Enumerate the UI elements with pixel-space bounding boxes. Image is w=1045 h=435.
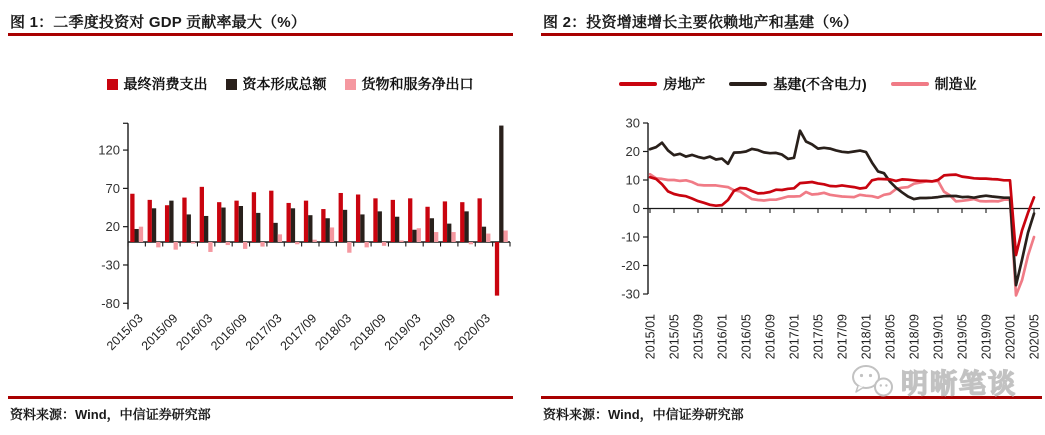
- bar: [495, 242, 499, 296]
- bar: [499, 126, 503, 242]
- bar: [287, 203, 291, 242]
- bar: [200, 187, 204, 242]
- legend-item-series-1: [226, 74, 327, 94]
- figure1-legend: [70, 74, 510, 94]
- bar: [187, 214, 191, 242]
- bar: [243, 242, 247, 249]
- bar: [291, 208, 295, 242]
- x-axis-tick-label: 2016/01: [715, 314, 730, 360]
- x-axis-tick-label: 2018/03: [312, 311, 355, 354]
- figure1-title-underline: [8, 33, 513, 36]
- figure2-source-text: 资料来源：Wind，中信证券研究部: [543, 407, 744, 422]
- x-axis: [648, 209, 1040, 214]
- bars-series-1: [135, 126, 504, 242]
- bar: [256, 213, 260, 242]
- x-axis-tick-label: 2015/09: [138, 311, 181, 354]
- bar: [443, 201, 447, 242]
- x-axis-tick-label: 2017/09: [835, 314, 850, 360]
- legend-item-series-0: [107, 74, 208, 94]
- figure1-source-rule: [8, 396, 513, 399]
- bar: [330, 227, 334, 242]
- x-axis-tick-label: 2019/01: [931, 314, 946, 360]
- x-axis-tick-label: 2019/09: [979, 314, 994, 360]
- figure2-legend: [583, 74, 1013, 94]
- bar: [326, 218, 330, 242]
- legend-label-series-2: 货物和服务净出口: [361, 76, 474, 92]
- x-axis-tick-label: 2017/03: [242, 311, 285, 354]
- bar: [148, 200, 152, 242]
- y-axis-tick-label: -20: [621, 258, 640, 273]
- bar: [460, 202, 464, 242]
- x-axis-tick-label: 2019/05: [955, 314, 970, 360]
- x-axis-tick-label: 2018/05: [883, 314, 898, 360]
- bar: [360, 214, 364, 242]
- y-axis-tick-label: 20: [625, 144, 640, 159]
- legend-square-swatch-1: [226, 79, 237, 90]
- bar: [382, 242, 386, 246]
- bar: [182, 198, 186, 242]
- bar: [347, 242, 351, 253]
- y-axis-tick-label: 20: [105, 219, 120, 235]
- y-axis-tick-label: 120: [98, 142, 120, 158]
- x-axis-tick-label: 2015/09: [691, 314, 706, 360]
- y-axis-tick-label: -30: [621, 286, 640, 302]
- bar: [278, 234, 282, 242]
- y-axis-tick-label: 0: [632, 201, 640, 216]
- y-axis: [621, 116, 648, 302]
- x-axis-tick-label: 2020/05: [1027, 314, 1042, 360]
- y-axis: [98, 123, 128, 311]
- y-axis-tick-label: -10: [621, 229, 640, 245]
- bar: [378, 211, 382, 242]
- bar: [321, 209, 325, 242]
- x-axis-tick-label: 2019/03: [381, 311, 424, 354]
- bar: [252, 192, 256, 242]
- bar: [425, 207, 429, 242]
- figure1-source-text: 资料来源：Wind，中信证券研究部: [10, 407, 211, 422]
- bar: [152, 208, 156, 242]
- bar: [221, 208, 225, 242]
- bar: [503, 231, 507, 242]
- x-axis-tick-label: 2017/01: [787, 314, 802, 360]
- bar: [260, 242, 264, 247]
- bar: [208, 242, 212, 252]
- x-axis-tick-label: 2015/03: [103, 311, 146, 354]
- bar: [217, 202, 221, 242]
- bar: [165, 205, 169, 242]
- bar: [399, 240, 403, 242]
- bar: [482, 227, 486, 242]
- bar: [130, 194, 134, 242]
- legend-item-series-2: [345, 74, 474, 94]
- bar: [273, 223, 277, 242]
- x-axis: [128, 242, 510, 247]
- y-axis-tick-label: -80: [101, 295, 120, 311]
- bar: [343, 210, 347, 242]
- bar: [304, 201, 308, 242]
- legend-label-series-0: 房地产: [663, 76, 706, 92]
- x-axis-tick-label: 2019/09: [416, 311, 459, 354]
- bar: [417, 228, 421, 242]
- x-axis-tick-label: 2020/03: [451, 311, 494, 354]
- watermark-label: 明晰笔谈: [901, 368, 1017, 399]
- bar: [312, 240, 316, 242]
- bar: [139, 227, 143, 242]
- bar: [191, 242, 195, 244]
- x-axis-tick-label: 2020/01: [1003, 314, 1018, 360]
- legend-item-series-2: [891, 74, 977, 94]
- bar: [204, 216, 208, 242]
- x-axis-tick-label: 2018/09: [347, 311, 389, 354]
- x-axis-tick-label: 2015/01: [643, 314, 658, 360]
- figure1-panel: [0, 0, 520, 435]
- x-axis-tick-label: 2016/09: [208, 311, 250, 354]
- line-series-2: [650, 174, 1034, 295]
- watermark: [850, 360, 1045, 402]
- y-axis-tick-label: 30: [625, 115, 640, 131]
- figure2-line-chart: [590, 106, 1045, 380]
- x-axis-tick-label: 2015/05: [667, 314, 682, 360]
- legend-line-swatch-2: [891, 82, 929, 86]
- legend-line-swatch-1: [729, 82, 767, 86]
- legend-square-swatch-2: [345, 79, 356, 90]
- figure1-title: 图 1：二季度投资对 GDP 贡献率最大（%）: [10, 14, 307, 31]
- x-axis-tick-label: 2017/05: [811, 314, 826, 360]
- x-axis-tick-label: 2016/05: [739, 314, 754, 360]
- bar: [451, 232, 455, 242]
- x-axis-tick-label: 2016/09: [763, 314, 778, 360]
- bar: [478, 198, 482, 242]
- bar: [373, 198, 377, 242]
- legend-item-series-1: [729, 74, 866, 94]
- bar: [395, 217, 399, 242]
- bar: [408, 198, 412, 242]
- bar: [239, 206, 243, 242]
- bar: [174, 242, 178, 250]
- bar: [365, 242, 369, 247]
- legend-label-series-2: 制造业: [934, 76, 977, 92]
- bar: [391, 200, 395, 242]
- bar: [469, 242, 473, 244]
- y-axis-tick-label: -30: [101, 257, 120, 273]
- bar: [486, 234, 490, 242]
- x-axis-labels: [104, 311, 493, 353]
- bar: [356, 195, 360, 242]
- figure2-title-underline: [541, 33, 1042, 36]
- bar: [269, 191, 273, 242]
- bar: [169, 201, 173, 242]
- bar: [135, 229, 139, 242]
- x-axis-tick-label: 2018/01: [859, 314, 874, 360]
- figure1-bar-chart: [80, 106, 520, 380]
- legend-square-swatch-0: [107, 79, 118, 90]
- x-axis-tick-label: 2018/09: [907, 314, 922, 360]
- legend-label-series-1: 基建(不含电力): [773, 76, 867, 92]
- x-axis-tick-label: 2017/09: [277, 311, 320, 354]
- x-axis-tick-label: 2016/03: [173, 311, 216, 354]
- bar: [156, 242, 160, 247]
- bar: [226, 242, 230, 245]
- legend-label-series-0: 最终消费支出: [123, 76, 208, 92]
- bar: [234, 201, 238, 242]
- x-axis-labels: [644, 314, 1042, 359]
- bar: [464, 211, 468, 242]
- bar: [339, 193, 343, 242]
- bar: [412, 230, 416, 242]
- legend-item-series-0: [619, 74, 705, 94]
- legend-line-swatch-0: [619, 82, 657, 86]
- wechat-chat-bubbles-icon: [850, 363, 896, 399]
- bar: [434, 232, 438, 242]
- bar: [308, 215, 312, 242]
- bar: [430, 218, 434, 242]
- legend-label-series-1: 资本形成总额: [242, 76, 327, 92]
- bar: [447, 224, 451, 242]
- y-axis-tick-label: 10: [625, 172, 640, 188]
- y-axis-tick-label: 70: [105, 180, 120, 196]
- bar: [295, 242, 299, 244]
- figure2-title: 图 2：投资增速增长主要依赖地产和基建（%）: [543, 14, 859, 31]
